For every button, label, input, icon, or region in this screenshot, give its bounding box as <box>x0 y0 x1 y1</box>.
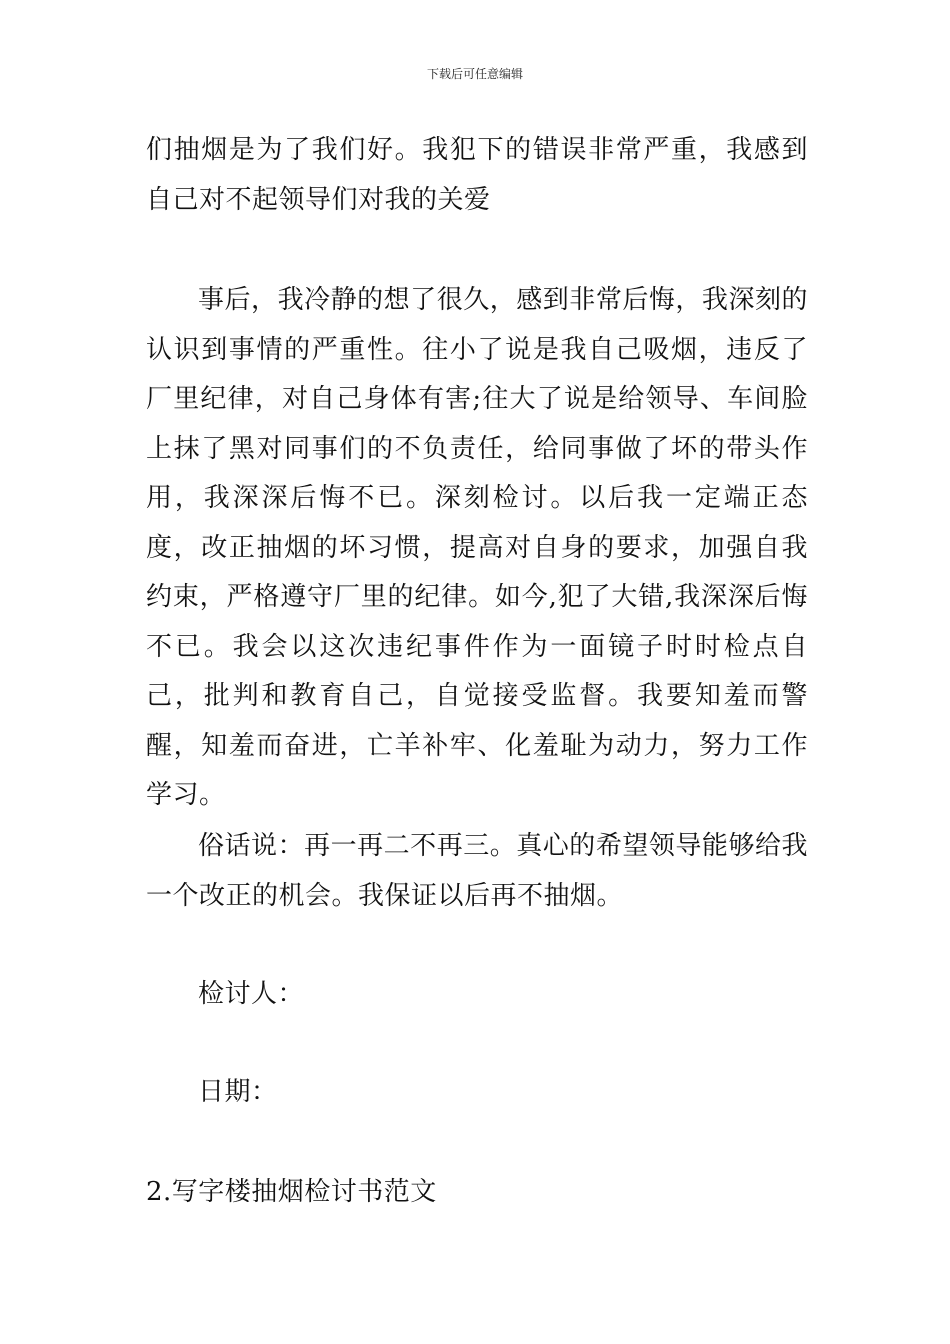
paragraph-continuation: 们抽烟是为了我们好。我犯下的错误非常严重，我感到自己对不起领导们对我的关爱 <box>146 135 808 215</box>
page-header-note: 下载后可任意编辑 <box>426 67 523 81</box>
signature-label: 检讨人： <box>198 979 305 1009</box>
section-heading: 2.写字楼抽烟检讨书范文 <box>146 1177 437 1207</box>
date-label: 日期： <box>198 1077 278 1107</box>
paragraph-request: 俗话说：再一再二不再三。真心的希望领导能够给我一个改正的机会。我保证以后再不抽烟。 <box>146 831 808 911</box>
paragraph-reflection: 事后，我冷静的想了很久，感到非常后悔，我深刻的认识到事情的严重性。往小了说是我自己吸烟，违反了厂里纪律，对自己身体有害;往大了说是给领导、车间脸上抹了黑对同事们的不负责任，给同事做了坏的带头作用，我深深后悔不已。深刻检讨。以后我一定端正态度，改正抽烟的坏习惯，提高对自身的要求，加强自我约束，严格遵守厂里的纪律。如今,犯了大错,我深深后悔不已。我会以这次违纪事件作为一面镜子时时检点自己，批判和教育自己，自觉接受监督。我要知羞而警醒，知羞而奋进，亡羊补牢、化羞耻为动力，努力工作学习。 <box>146 285 808 810</box>
